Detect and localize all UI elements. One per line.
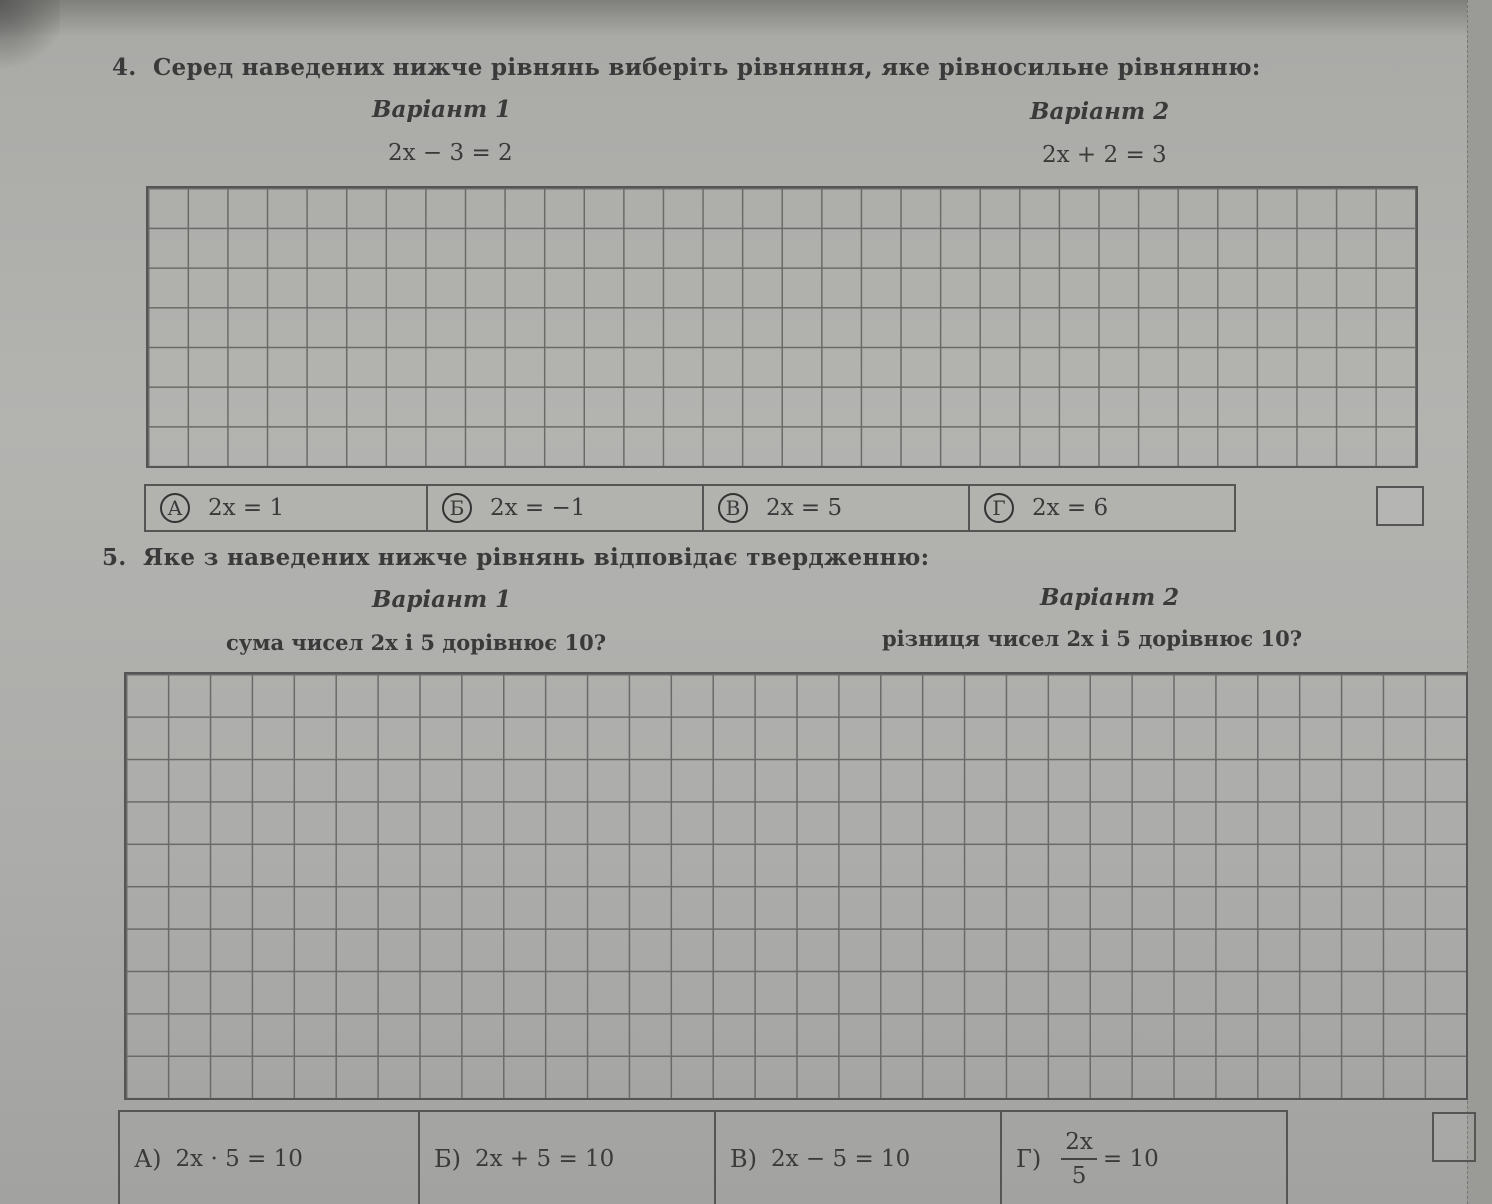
q5-answer-box[interactable] xyxy=(1432,1112,1476,1162)
q5-answer-options xyxy=(118,1110,1288,1204)
q5-option-d-fraction xyxy=(1061,1126,1097,1192)
q5-option-a-letter: А) xyxy=(134,1145,162,1173)
q5-variant2-label: Варіант 2 xyxy=(1040,584,1180,611)
q4-option-d-text: 2x = 6 xyxy=(1032,495,1109,521)
q4-work-grid[interactable] xyxy=(146,186,1418,468)
q5-option-d-denominator: 5 xyxy=(1071,1163,1087,1189)
q5-option-a[interactable] xyxy=(120,1112,420,1204)
q5-option-d-numerator: 2x xyxy=(1061,1126,1097,1160)
page-right-edge xyxy=(1467,0,1492,1204)
page-top-shadow xyxy=(0,0,1492,36)
q4-option-c-letter: В xyxy=(718,493,748,523)
q4-answer-options xyxy=(144,484,1236,532)
q5-option-c-letter: В) xyxy=(730,1145,757,1173)
q4-option-a-letter: А xyxy=(160,493,190,523)
q4-variant2-label: Варіант 2 xyxy=(1030,98,1170,125)
q5-option-c-text: 2x − 5 = 10 xyxy=(771,1146,911,1172)
q5-number: 5. xyxy=(102,544,127,571)
q5-option-a-text: 2x · 5 = 10 xyxy=(175,1146,303,1172)
q5-option-c[interactable] xyxy=(716,1112,1002,1204)
q4-option-a-text: 2x = 1 xyxy=(208,495,285,521)
q5-option-b-letter: Б) xyxy=(434,1145,461,1173)
q4-option-b-letter: Б xyxy=(442,493,472,523)
q5-title xyxy=(102,544,929,571)
q4-option-c-text: 2x = 5 xyxy=(766,495,843,521)
q4-variant1-label: Варіант 1 xyxy=(372,96,512,123)
q5-option-d-text: = 10 xyxy=(1102,1146,1159,1172)
q4-option-a[interactable] xyxy=(146,486,428,530)
q4-option-d[interactable] xyxy=(970,486,1234,530)
q5-option-d[interactable] xyxy=(1002,1112,1282,1204)
q4-text: Серед наведених нижче рівнянь виберіть рівняння, яке рівносильне рівнянню: xyxy=(152,54,1261,81)
q5-option-d-letter: Г) xyxy=(1016,1145,1042,1173)
q4-number: 4. xyxy=(112,54,137,81)
q5-text: Яке з наведених нижче рівнянь відповідає твердженню: xyxy=(142,544,930,571)
q4-option-b[interactable] xyxy=(428,486,704,530)
q4-option-c[interactable] xyxy=(704,486,970,530)
q5-work-grid[interactable] xyxy=(124,672,1468,1100)
q4-answer-box[interactable] xyxy=(1376,486,1424,526)
q5-variant2-statement: різниця чисел 2x і 5 дорівнює 10? xyxy=(882,626,1302,651)
q5-variant1-label: Варіант 1 xyxy=(372,586,512,613)
q4-title xyxy=(112,54,1261,81)
page-corner-shadow xyxy=(0,0,60,80)
q5-variant1-statement: сума чисел 2x і 5 дорівнює 10? xyxy=(226,630,607,655)
q4-variant2-equation: 2x + 2 = 3 xyxy=(1042,142,1167,168)
q4-option-b-text: 2x = −1 xyxy=(490,495,586,521)
q5-option-b[interactable] xyxy=(420,1112,716,1204)
q4-option-d-letter: Г xyxy=(984,493,1014,523)
q4-variant1-equation: 2x − 3 = 2 xyxy=(388,140,513,166)
q5-option-b-text: 2x + 5 = 10 xyxy=(475,1146,615,1172)
